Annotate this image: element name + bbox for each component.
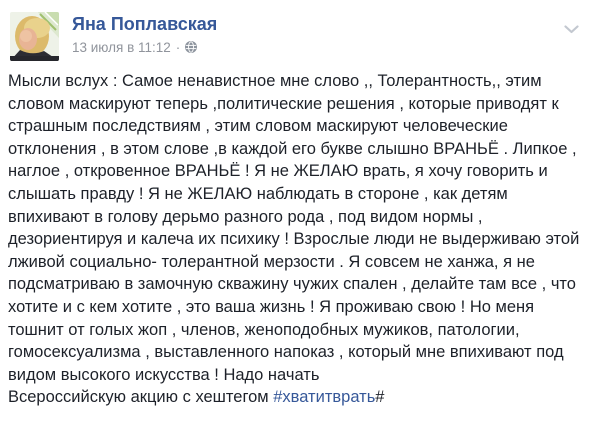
post-text-line: отклонения , в этом слове ,в каждой его букве слышно ВРАНЬЁ . Липкое ,: [8, 139, 577, 158]
author-name-link[interactable]: Яна Поплавская: [72, 14, 218, 34]
globe-public-icon: [185, 41, 197, 56]
post-meta: [72, 40, 217, 56]
post-text-line: гомосексуализма , выставленного напоказ , который мне впихивают под: [8, 343, 564, 362]
meta-separator: ·: [175, 40, 181, 55]
post-body: [8, 70, 592, 409]
last-line-suffix: #: [375, 388, 385, 407]
post-text-line: Мысли вслух : Самое ненавистное мне слово ,, Толерантность,, этим: [8, 72, 542, 90]
timestamp-link[interactable]: 13 июля в 11:12: [72, 40, 171, 55]
post-text-line: видом высокого искусства ! Надо начать: [8, 365, 320, 384]
profile-photo[interactable]: [10, 12, 59, 61]
post-text-line: страшным последствиям , этим словом маскируют человеческие: [8, 117, 508, 136]
post-text-line: слышать правду ! Я не ЖЕЛАЮ наблюдать в стороне , как детям: [8, 184, 508, 203]
post-text-line: словом маскируют теперь ,политические решения , которые приводят к: [8, 94, 559, 113]
post-text-line: лживой социально- толерантной мерзости . Я совсем не ханжа, я не: [8, 252, 535, 271]
post-text-line: [8, 386, 592, 409]
post-text-line: дезориентируя и калеча их психику ! Взрослые люди не выдерживаю этой: [8, 230, 580, 249]
post-header: [10, 12, 588, 61]
post-text-line: хотите и с кем хотите , это ваша жизнь ! Я проживаю свою ! Но меня: [8, 297, 535, 316]
post-text-line: тошнит от голых жоп , членов, женоподобных мужиков, патологии,: [8, 320, 520, 339]
post-text-line: подсматриваю в замочную скважину чужих спален , делайте там все , что: [8, 275, 576, 294]
post-options-button[interactable]: [560, 20, 582, 38]
post-text-line: впихивают в голову дерьмо разного рода , под видом нормы ,: [8, 207, 483, 226]
header-text: [72, 12, 217, 56]
chevron-down-icon: [564, 25, 579, 34]
post-text-line: наглое , откровенное ВРАНЬЁ ! Я не ЖЕЛАЮ врать, я хочу говорить и: [8, 162, 548, 181]
hashtag-link[interactable]: #хватитврать: [273, 388, 376, 407]
profile-photo-art: [10, 12, 59, 61]
last-line-prefix: Всероссийскую акцию с хештегом: [8, 388, 274, 407]
